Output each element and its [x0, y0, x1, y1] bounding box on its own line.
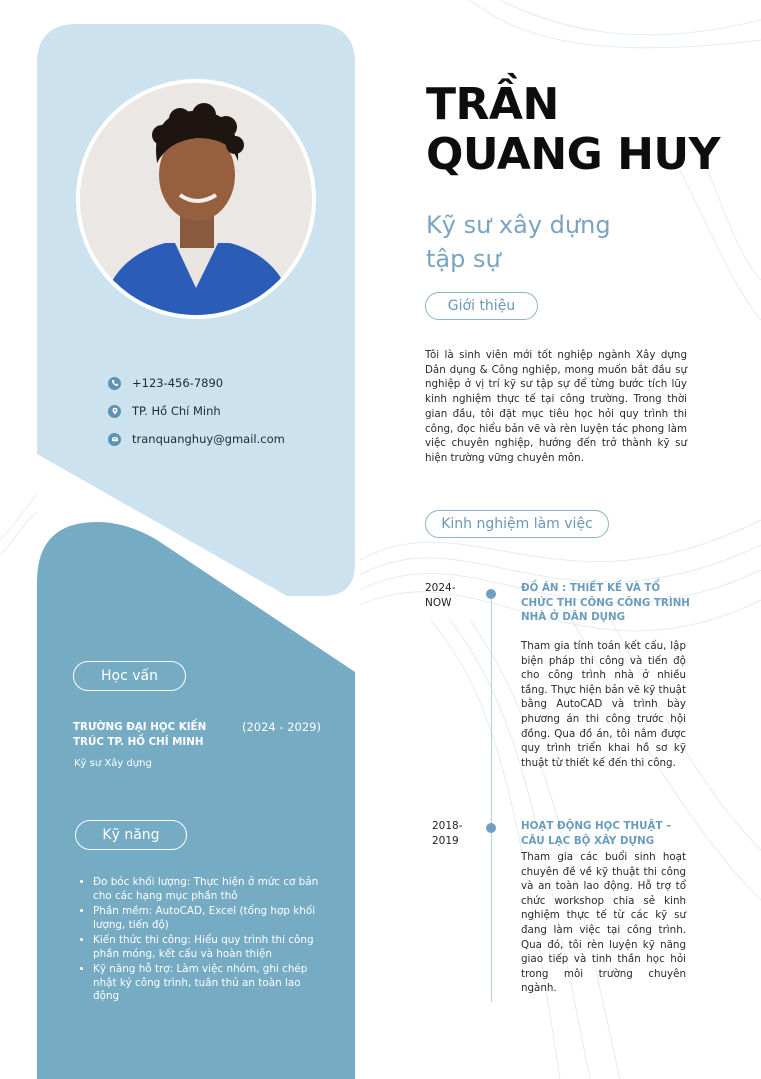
location-text: TP. Hồ Chí Minh [132, 404, 221, 418]
experience-title-1: ĐỒ ÁN : THIẾT KẾ VÀ TỔ CHỨC THI CÔNG CÔNG TRÌNH NHÀ Ở DÂN DỤNG [521, 582, 690, 623]
skill-item: • Phần mềm: AutoCAD, Excel (tổng hợp khối lượng, tiến độ) [93, 905, 328, 932]
timeline-dot-2 [486, 823, 496, 833]
experience-date-1-start: 2024- [425, 582, 456, 594]
experience-date-2 [432, 819, 463, 849]
experience-desc-1: Tham gia tính toán kết cấu, lập biện pháp thi công và tiến độ cho công trình nhà ở nhiều tầng. Thực hiện bản vẽ kỹ thuật bằng AutoCAD và trình bày phương án thi công trước hội đồng. Qua đồ án, tôi nắm được quy trình triển khai hồ sơ kỹ thuật từ thiết kế đến thi công. [521, 640, 686, 769]
experience-desc-2: Tham gia các buổi sinh hoạt chuyên đề về kỹ thuật thi công và an toàn lao động. Hỗ trợ tổ chức workshop chia sẻ kinh nghiệm thực tế từ các kỹ sư đang làm việc tại công trình. Qua đó, tôi rèn luyện kỹ năng giao tiếp và tinh thần học hỏi trong môi trường chuyên ngành. [521, 851, 686, 995]
location-pin-icon [108, 405, 121, 418]
experience-title-2: HOẠT ĐỘNG HỌC THUẬT – CÂU LẠC BỘ XÂY DỰNG [521, 820, 672, 847]
name-line-2: QUANG HUY [426, 129, 721, 180]
person-portrait-icon [80, 83, 312, 315]
education-years: (2024 - 2029) [242, 720, 321, 734]
role-line-2: tập sự [426, 245, 501, 273]
skill-item: • Kỹ năng hỗ trợ: Làm việc nhóm, ghi chép nhật ký công trình, tuân thủ an toàn lao động [93, 963, 328, 1004]
email-icon [108, 433, 121, 446]
timeline-line [491, 590, 492, 1002]
skills-list [75, 876, 328, 1006]
education-degree: Kỹ sư Xây dựng [74, 758, 152, 769]
experience-date-2-end: 2019 [432, 835, 459, 847]
email-text: tranquanghuy@gmail.com [132, 432, 285, 446]
job-role [426, 208, 611, 276]
experience-date-2-start: 2018- [432, 820, 463, 832]
skill-item: • Kiến thức thi công: Hiểu quy trình thi công phần móng, kết cấu và hoàn thiện [93, 934, 328, 961]
contact-location [108, 404, 221, 418]
profile-photo [76, 79, 316, 319]
experience-date-1 [425, 581, 456, 611]
timeline-dot-1 [486, 589, 496, 599]
full-name [426, 80, 720, 180]
section-header-experience: Kinh nghiệm làm việc [425, 510, 609, 538]
experience-date-1-end: NOW [425, 597, 452, 609]
phone-icon [108, 377, 121, 390]
section-header-education: Học vấn [73, 661, 186, 691]
phone-text: +123-456-7890 [132, 376, 224, 390]
contact-email[interactable] [108, 432, 285, 446]
name-line-1: TRẦN [426, 79, 559, 130]
contact-phone[interactable] [108, 376, 223, 390]
education-school: TRƯỜNG ĐẠI HỌC KIẾN TRÚC TP. HỒ CHÍ MINH [73, 721, 207, 748]
intro-paragraph: Tôi là sinh viên mới tốt nghiệp ngành Xây dựng Dân dụng & Công nghiệp, mong muốn bắt đầu sự nghiệp ở vị trí kỹ sư tập sự để từng bước tích lũy kinh nghiệm thực tế tại công trường. Trong thời gian đầu, tôi đặt mục tiêu học hỏi quy trình thi công, đọc hiểu bản vẽ và rèn luyện tác phong làm việc chuyên nghiệp, hướng đến trở thành kỹ sư hiện trường vững chuyên môn. [425, 349, 687, 464]
role-line-1: Kỹ sư xây dựng [426, 211, 611, 239]
section-header-skills: Kỹ năng [75, 820, 187, 850]
skill-item: • Đo bóc khối lượng: Thực hiện ở mức cơ bản cho các hạng mục phần thô [93, 876, 328, 903]
section-header-intro: Giới thiệu [425, 292, 538, 320]
